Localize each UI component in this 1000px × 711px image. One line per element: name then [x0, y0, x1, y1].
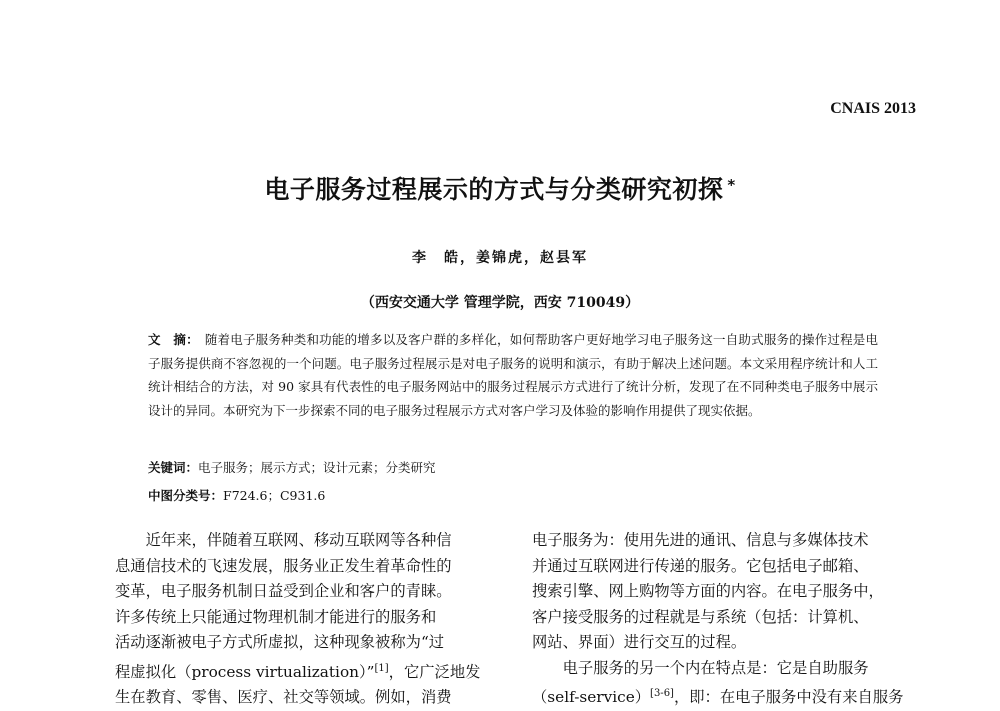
- body-line: 息通信技术的飞速发展，服务业正发生着革命性的: [115, 556, 452, 575]
- conference-tag: CNAIS 2013: [830, 100, 916, 117]
- keywords: [148, 458, 436, 476]
- body-line: 生在教育、零售、医疗、社交等领域。例如，消费: [115, 688, 452, 706]
- abstract-label: 文 摘：: [148, 332, 199, 347]
- body-line: 电子服务的另一个内在特点是：它是自助服务: [562, 658, 869, 677]
- title-footnote-mark: *: [727, 176, 736, 194]
- authors: 李 皓，姜锦虎，赵县军: [412, 250, 588, 266]
- body-text: （self-service）: [532, 688, 651, 706]
- classification-text: F724.6；C931.6: [223, 488, 326, 503]
- body-text: 程虚拟化（process virtualization）”: [115, 662, 375, 681]
- body-text: ，它广泛地发: [388, 662, 481, 681]
- body-line: 客户接受服务的过程就是与系统（包括：计算机、: [532, 607, 869, 626]
- citation: [1]: [374, 662, 389, 674]
- body-line: 网站、界面）进行交互的过程。: [532, 633, 747, 651]
- body-line: 近年来，伴随着互联网、移动互联网等各种信: [145, 531, 452, 549]
- body-line: 搜索引擎、网上购物等方面的内容。在电子服务中，: [532, 582, 884, 600]
- body-line: [532, 681, 917, 711]
- body-line: 并通过互联网进行传递的服务。它包括电子邮箱、: [532, 556, 869, 575]
- keywords-label: 关键词：: [148, 460, 199, 475]
- body-line: 活动逐渐被电子方式所虚拟，这种现象被称为“过: [115, 633, 445, 651]
- abstract: [148, 328, 878, 422]
- title-text: 电子服务过程展示的方式与分类研究初探: [264, 175, 724, 204]
- body-text: ，即：在电子服务中没有来自服务: [673, 688, 904, 706]
- classification-label: 中图分类号：: [148, 488, 224, 503]
- body-line: 变革，电子服务机制日益受到企业和客户的青睐。: [115, 582, 452, 600]
- affiliation: （西安交通大学 管理学院，西安 710049）: [360, 295, 640, 311]
- body-column-right: [532, 528, 917, 711]
- classification-number: [148, 486, 325, 504]
- body-line: [115, 656, 500, 686]
- citation: [3-6]: [650, 688, 674, 699]
- body-line: 许多传统上只能通过物理机制才能进行的服务和: [115, 607, 437, 626]
- paper-title: [0, 170, 1000, 206]
- body-line: 电子服务为：使用先进的通讯、信息与多媒体技术: [532, 531, 869, 549]
- body-column-left: [115, 528, 500, 711]
- keywords-text: 电子服务；展示方式；设计元素；分类研究: [198, 460, 436, 475]
- abstract-text: 随着电子服务种类和功能的增多以及客户群的多样化，如何帮助客户更好地学习电子服务这一自助式服务的操作过程是电子服务提供商不容忽视的一个问题。电子服务过程展示是对电子服务的说明和演示，有助于解决上述问题。本文采用程序统计和人工统计相结合的方法，对 90 家具有代表性的电子服务网站中的服务过程展示方式进行了统计分析，发现了在不同种类电子服务中展示设计的异同。本研究为下一步探索不同的电子服务过程展示方式对客户学习及体验的影响作用提供了现实依据。: [148, 332, 878, 418]
